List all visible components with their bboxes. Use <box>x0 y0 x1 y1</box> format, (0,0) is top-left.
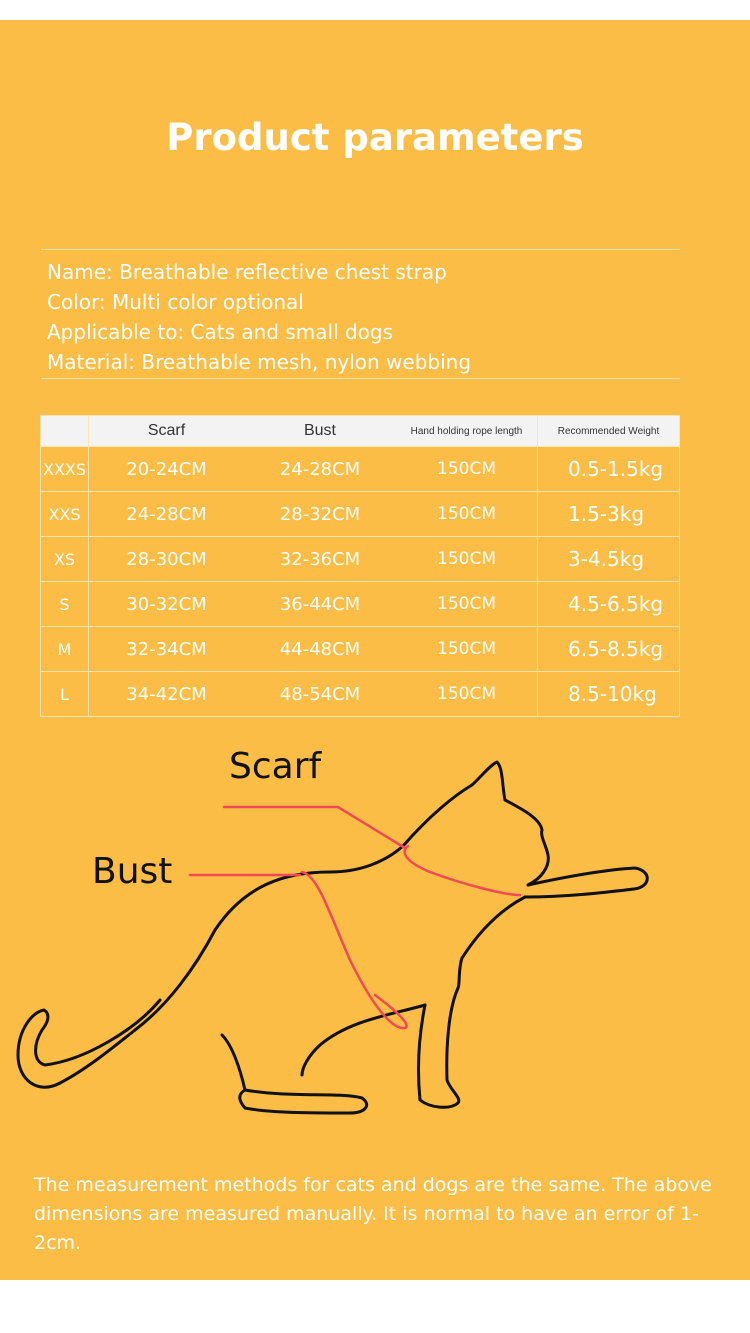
size-cell: M <box>41 627 89 672</box>
cat-chest-outline <box>458 897 525 988</box>
bust-cell: 28-32CM <box>245 492 396 537</box>
divider-top <box>41 249 680 250</box>
cat-hind-paw <box>240 1090 367 1113</box>
weight-cell: 0.5-1.5kg <box>538 447 680 492</box>
table-row <box>41 447 680 492</box>
rope-length-cell: 150CM <box>396 582 538 627</box>
rope-length-cell: 150CM <box>396 447 538 492</box>
param-material: Material: Breathable mesh, nylon webbing <box>47 350 472 374</box>
size-cell: L <box>41 672 89 717</box>
table-row <box>41 627 680 672</box>
measurement-note: The measurement methods for cats and dogs are the same. The above dimensions are measured manually. It is normal to have an error of 1-2cm. <box>34 1174 712 1254</box>
header-weight: Recommended Weight <box>538 416 680 447</box>
bust-chest-loop <box>302 872 407 1028</box>
size-cell: XS <box>41 537 89 582</box>
scarf-label: Scarf <box>229 746 322 787</box>
divider-bottom <box>41 378 680 379</box>
cat-outline-icon <box>0 740 750 1140</box>
param-name: Name: Breathable reflective chest strap <box>47 260 447 284</box>
table-row <box>41 537 680 582</box>
table-row <box>41 492 680 537</box>
table-row <box>41 672 680 717</box>
header-scarf: Scarf <box>89 416 245 447</box>
parameter-list <box>47 257 471 377</box>
weight-cell: 1.5-3kg <box>538 492 680 537</box>
weight-cell: 8.5-10kg <box>538 672 680 717</box>
rope-length-cell: 150CM <box>396 672 538 717</box>
size-cell: XXS <box>41 492 89 537</box>
size-cell: S <box>41 582 89 627</box>
rope-length-cell: 150CM <box>396 537 538 582</box>
cat-head-outline <box>403 762 548 885</box>
bust-cell: 48-54CM <box>245 672 396 717</box>
bust-cell: 24-28CM <box>245 447 396 492</box>
page-title: Product parameters <box>166 116 584 159</box>
header-bust: Bust <box>245 416 396 447</box>
size-cell: XXXS <box>41 447 89 492</box>
scarf-neck-loop <box>405 846 520 895</box>
scarf-cell: 30-32CM <box>89 582 245 627</box>
size-table <box>40 415 680 717</box>
scarf-pointer-line <box>224 807 405 848</box>
weight-cell: 6.5-8.5kg <box>538 627 680 672</box>
header-size <box>41 416 89 447</box>
table-row <box>41 582 680 627</box>
scarf-cell: 20-24CM <box>89 447 245 492</box>
table-header-row <box>41 416 680 447</box>
cat-back-outline <box>135 846 403 1030</box>
cat-belly-outline <box>302 1005 425 1075</box>
weight-cell: 3-4.5kg <box>538 537 680 582</box>
cat-haunch-outline <box>222 1035 245 1090</box>
param-applicable: Applicable to: Cats and small dogs <box>47 320 394 344</box>
bust-cell: 32-36CM <box>245 537 396 582</box>
bust-cell: 44-48CM <box>245 627 396 672</box>
bust-label: Bust <box>92 851 173 892</box>
scarf-cell: 24-28CM <box>89 492 245 537</box>
scarf-cell: 32-34CM <box>89 627 245 672</box>
bust-cell: 36-44CM <box>245 582 396 627</box>
param-color: Color: Multi color optional <box>47 290 304 314</box>
cat-tail <box>18 1000 160 1087</box>
rope-length-cell: 150CM <box>396 627 538 672</box>
scarf-cell: 34-42CM <box>89 672 245 717</box>
weight-cell: 4.5-6.5kg <box>538 582 680 627</box>
header-rope-length: Hand holding rope length <box>396 416 538 447</box>
rope-length-cell: 150CM <box>396 492 538 537</box>
scarf-cell: 28-30CM <box>89 537 245 582</box>
